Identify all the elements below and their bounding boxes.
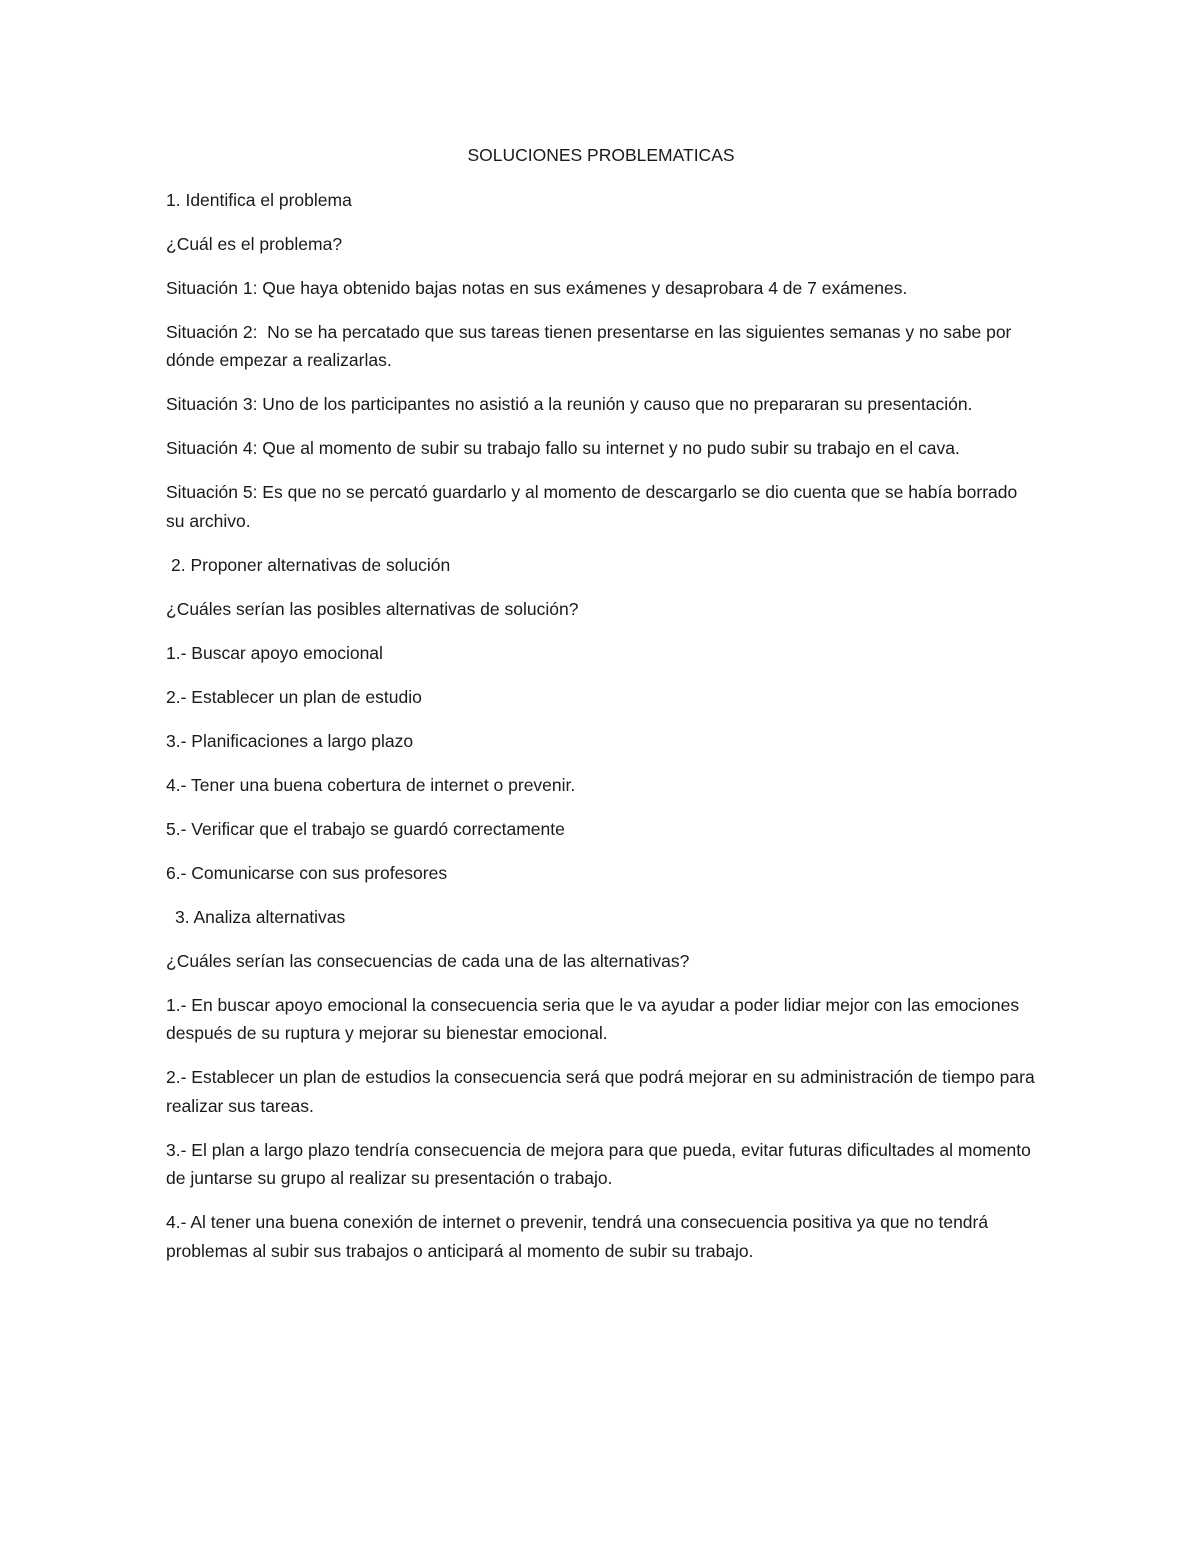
section-2-heading: 2. Proponer alternativas de solución <box>171 554 451 575</box>
alternative-6: 6.- Comunicarse con sus profesores <box>166 862 448 883</box>
situation-4: Situación 4: Que al momento de subir su trabajo fallo su internet y no pudo subir su trabajo en el cava. <box>166 438 960 458</box>
section-3-question: ¿Cuáles serían las consecuencias de cada una de las alternativas? <box>166 950 690 971</box>
section-1-question: ¿Cuál es el problema? <box>166 233 343 254</box>
consequence-2: 2.- Establecer un plan de estudios la consecuencia será que podrá mejorar en su administración de tiempo para realizar sus tareas. <box>166 1067 1040 1116</box>
alternative-5: 5.- Verificar que el trabajo se guardó correctamente <box>166 818 565 839</box>
alternative-1: 1.- Buscar apoyo emocional <box>166 642 383 663</box>
situation-2: Situación 2: No se ha percatado que sus tareas tienen presentarse en las siguientes semanas y no sabe por dónde empezar a realizarlas. <box>166 321 1017 370</box>
document-body <box>166 141 1040 1281</box>
section-2-question: ¿Cuáles serían las posibles alternativas de solución? <box>166 598 579 619</box>
section-3-heading: 3. Analiza alternativas <box>175 906 346 927</box>
consequence-3: 3.- El plan a largo plazo tendría consecuencia de mejora para que pueda, evitar futuras dificultades al momento de juntarse su grupo al realizar su presentación o trabajo. <box>166 1139 1036 1188</box>
section-1-heading: 1. Identifica el problema <box>166 189 352 210</box>
document-title: SOLUCIONES PROBLEMATICAS <box>467 145 735 165</box>
situation-5: Situación 5: Es que no se percató guardarlo y al momento de descargarlo se dio cuenta que se había borrado su archivo. <box>166 482 1023 531</box>
consequence-1: 1.- En buscar apoyo emocional la consecuencia seria que le va ayudar a poder lidiar mejor con las emociones después de su ruptura y mejorar su bienestar emocional. <box>166 994 1024 1043</box>
alternative-3: 3.- Planificaciones a largo plazo <box>166 730 414 751</box>
alternative-4: 4.- Tener una buena cobertura de internet o prevenir. <box>166 774 576 795</box>
alternative-2: 2.- Establecer un plan de estudio <box>166 686 422 707</box>
consequence-4: 4.- Al tener una buena conexión de internet o prevenir, tendrá una consecuencia positiva ya que no tendrá problemas al subir sus trabajos o anticipará al momento de subir su trabajo. <box>166 1212 993 1261</box>
situation-1: Situación 1: Que haya obtenido bajas notas en sus exámenes y desaprobara 4 de 7 exámenes. <box>166 277 908 298</box>
situation-3: Situación 3: Uno de los participantes no asistió a la reunión y causo que no prepararan su presentación. <box>166 394 973 414</box>
